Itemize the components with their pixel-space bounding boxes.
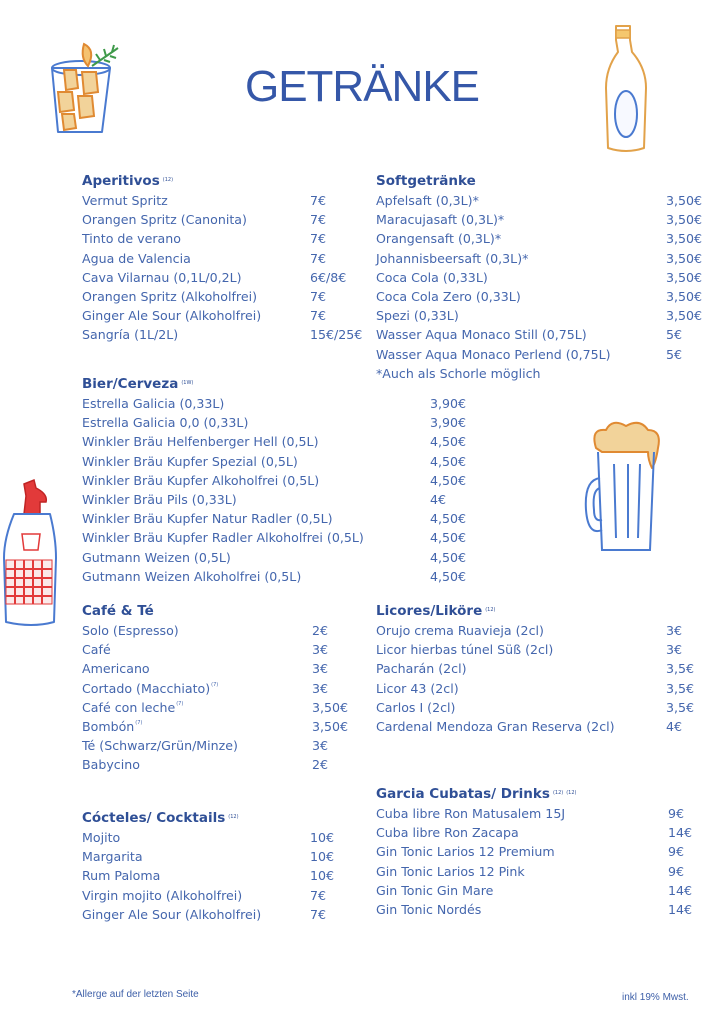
menu-item [82,717,372,736]
item-price: 14€ [668,901,693,917]
cubatas-section [376,784,706,919]
item-name: Solo (Espresso) [82,623,179,638]
allergen-marker: (7) [211,681,219,688]
item-name: Apfelsaft (0,3L)* [376,193,479,208]
item-price: 3,50€ [666,288,703,304]
item-price: 7€ [310,308,327,324]
item-price: 7€ [310,288,327,304]
menu-item [82,287,382,306]
item-price: 3,90€ [430,415,467,431]
item-price: 15€/25€ [310,327,363,343]
item-name: Estrella Galicia 0,0 (0,33L) [82,415,249,431]
item-name: Licor hierbas túnel Süß (2cl) [376,642,554,658]
item-name: Gin Tonic Larios 12 Pink [376,863,525,879]
menu-item [376,210,706,229]
item-price: 7€ [310,906,327,922]
item-price: 6€/8€ [310,269,347,285]
menu-item [82,698,372,717]
item-name: Rum Paloma [82,868,161,884]
menu-item [82,640,372,659]
item-name: Spezi (0,33L) [376,308,459,324]
menu-item [376,842,706,861]
allergen-marker: (7) [176,700,184,707]
item-price: 3,50€ [666,231,703,247]
menu-item [82,905,372,924]
section-heading: Licores/Liköre $^{(12)}$ [376,603,496,619]
item-price: 3,5€ [666,661,695,677]
item-price: 7€ [310,250,327,266]
item-name: Tinto de verano [82,231,181,247]
item-price: 2€ [312,623,329,638]
item-price: 3€ [312,680,329,696]
menu-item [82,548,482,567]
menu-item [376,345,706,364]
item-price: 9€ [668,844,685,860]
section-heading: Cócteles/ Cocktails $^{(12)}$ [82,810,239,826]
item-price: 10€ [310,868,335,884]
section-heading: Café & Té [82,603,154,619]
item-name: Mojito [82,830,121,845]
item-name: Coca Cola Zero (0,33L) [376,288,521,304]
menu-item [376,191,706,210]
menu-item [376,804,706,823]
item-price: 14€ [668,882,693,898]
menu-item [82,509,482,528]
item-price: 14€ [668,825,693,841]
item-name: Gin Tonic Gin Mare [376,882,494,898]
item-price: 3,90€ [430,396,467,411]
item-price: 2€ [312,757,329,773]
item-price: 3,50€ [312,699,349,715]
menu-item [82,755,372,774]
item-name: Winkler Bräu Kupfer Alkoholfrei (0,5L) [82,472,320,488]
item-price: 3€ [666,623,683,638]
item-name: Americano [82,661,150,677]
item-price: 5€ [666,346,683,362]
menu-item [82,567,482,586]
menu-item [376,659,706,678]
item-name: Gutmann Weizen (0,5L) [82,549,231,565]
item-price: 4€ [666,718,683,734]
menu-item [82,471,482,490]
menu-item [82,306,382,325]
menu-item [82,268,382,287]
item-name: Cortado (Macchiato)$^{(7)}$ [82,680,219,696]
menu-item [376,823,706,842]
item-price: 4,50€ [430,568,467,584]
menu-item [82,866,372,885]
menu-item [376,679,706,698]
menu-item [376,325,706,344]
item-name: Maracujasaft (0,3L)* [376,212,505,228]
item-price: 7€ [310,193,327,208]
item-name: Winkler Bräu Kupfer Natur Radler (0,5L) [82,511,333,527]
item-price: 4,50€ [430,549,467,565]
item-name: Johannisbeersaft (0,3L)* [376,250,529,266]
item-name: Winkler Bräu Pils (0,33L) [82,491,237,507]
menu-item [82,528,482,547]
item-name: Ginger Ale Sour (Alkoholfrei) [82,308,262,324]
menu-item [376,900,706,919]
menu-item [82,325,382,344]
item-price: 7€ [310,887,327,903]
menu-item [376,268,706,287]
menu-item [376,881,706,900]
item-price: 3,5€ [666,699,695,715]
menu-item [82,413,482,432]
menu-item [82,249,382,268]
menu-item [82,679,372,698]
item-name: Winkler Bräu Kupfer Radler Alkoholfrei (0,5L) [82,530,364,546]
item-price: 3,50€ [666,212,703,228]
menu-item [82,621,372,640]
item-name: Agua de Valencia [82,250,191,266]
item-price: 3,5€ [666,680,695,696]
item-name: Coca Cola (0,33L) [376,269,488,285]
item-price: 3,50€ [666,308,703,324]
item-price: 9€ [668,806,685,821]
item-name: Ginger Ale Sour (Alkoholfrei) [82,906,262,922]
menu-item [376,287,706,306]
item-name: Cardenal Mendoza Gran Reserva (2cl) [376,718,615,734]
item-price: 7€ [310,231,327,247]
item-price: 3€ [666,642,683,658]
menu-item [376,717,706,736]
item-name: Café con leche$^{(7)}$ [82,699,184,715]
menu-item [376,229,706,248]
item-name: Cuba libre Ron Matusalem 15J [376,806,566,821]
item-name: Gin Tonic Nordés [376,901,482,917]
item-price: 3,50€ [666,269,703,285]
item-name: Orujo crema Ruavieja (2cl) [376,623,544,638]
item-price: 4,50€ [430,530,467,546]
item-name: Cuba libre Ron Zacapa [376,825,519,841]
item-name: Licor 43 (2cl) [376,680,459,696]
menu-item [376,698,706,717]
item-name: Orangen Spritz (Alkoholfrei) [82,288,257,304]
soda-siphon-icon [0,478,62,630]
menu-item [82,736,372,755]
menu-item [82,210,382,229]
page-title: GETRÄNKE [244,62,480,111]
section-heading: Garcia Cubatas/ Drinks $^{(12)}$ $^{(12)}$ [376,786,577,802]
item-name: Virgin mojito (Alkoholfrei) [82,887,243,903]
section-heading: Bier/Cerveza $^{(1W)}$ [82,376,194,392]
item-price: 3,50€ [312,718,349,734]
item-name: Wasser Aqua Monaco Perlend (0,75L) [376,346,611,362]
item-name: Café [82,642,111,658]
menu-item [82,394,482,413]
bier-section [82,374,482,586]
schorle-note: *Auch als Schorle möglich [376,365,541,381]
softgetraenke-section [376,171,706,383]
item-name: Sangría (1L/2L) [82,327,179,343]
menu-item [82,432,482,451]
item-price: 9€ [668,863,685,879]
menu-item [82,490,482,509]
item-name: Té (Schwarz/Grün/Minze) [82,738,238,754]
item-name: Gutmann Weizen Alkoholfrei (0,5L) [82,568,302,584]
tax-note: inkl 19% Mwst. [622,992,689,1003]
aperitivos-section [82,171,382,345]
item-name: Orangen Spritz (Canonita) [82,212,247,228]
item-price: 10€ [310,849,335,865]
section-heading: Aperitivos $^{(12)}$ [82,173,174,189]
cafe-section [82,601,372,775]
item-price: 4,50€ [430,453,467,469]
beer-mug-icon [582,418,674,562]
item-name: Wasser Aqua Monaco Still (0,75L) [376,327,587,343]
allergy-note: *Allerge auf der letzten Seite [72,989,199,1000]
item-name: Cava Vilarnau (0,1L/0,2L) [82,269,242,285]
item-price: 3€ [312,661,329,677]
item-name: Winkler Bräu Helfenberger Hell (0,5L) [82,434,319,450]
menu-item [376,621,706,640]
item-name: Pacharán (2cl) [376,661,467,677]
allergen-marker: (7) [135,719,143,726]
item-price: 7€ [310,212,327,228]
item-name: Gin Tonic Larios 12 Premium [376,844,555,860]
item-name: Bombón$^{(7)}$ [82,718,143,734]
item-name: Carlos I (2cl) [376,699,456,715]
menu-item [82,886,372,905]
item-price: 10€ [310,830,335,845]
item-price: 3€ [312,642,329,658]
menu-item [376,862,706,881]
menu-item [376,640,706,659]
item-name: Babycino [82,757,140,773]
menu-item [82,659,372,678]
section-heading: Softgetränke [376,173,476,189]
menu-item [376,249,706,268]
item-name: Estrella Galicia (0,33L) [82,396,225,411]
menu-item [82,452,482,471]
menu-item [82,191,382,210]
item-price: 4,50€ [430,472,467,488]
item-price: 3€ [312,738,329,754]
item-name: Orangensaft (0,3L)* [376,231,502,247]
menu-item [82,847,372,866]
item-price: 4,50€ [430,434,467,450]
cocteles-section [82,808,372,924]
item-price: 5€ [666,327,683,343]
menu-item [82,828,372,847]
item-price: 4€ [430,491,447,507]
item-price: 4,50€ [430,511,467,527]
item-price: 3,50€ [666,250,703,266]
menu-item [376,306,706,325]
item-name: Margarita [82,849,143,865]
item-price: 3,50€ [666,193,703,208]
menu-item [82,229,382,248]
item-name: Winkler Bräu Kupfer Spezial (0,5L) [82,453,298,469]
licores-section [376,601,706,736]
item-name: Vermut Spritz [82,193,168,208]
